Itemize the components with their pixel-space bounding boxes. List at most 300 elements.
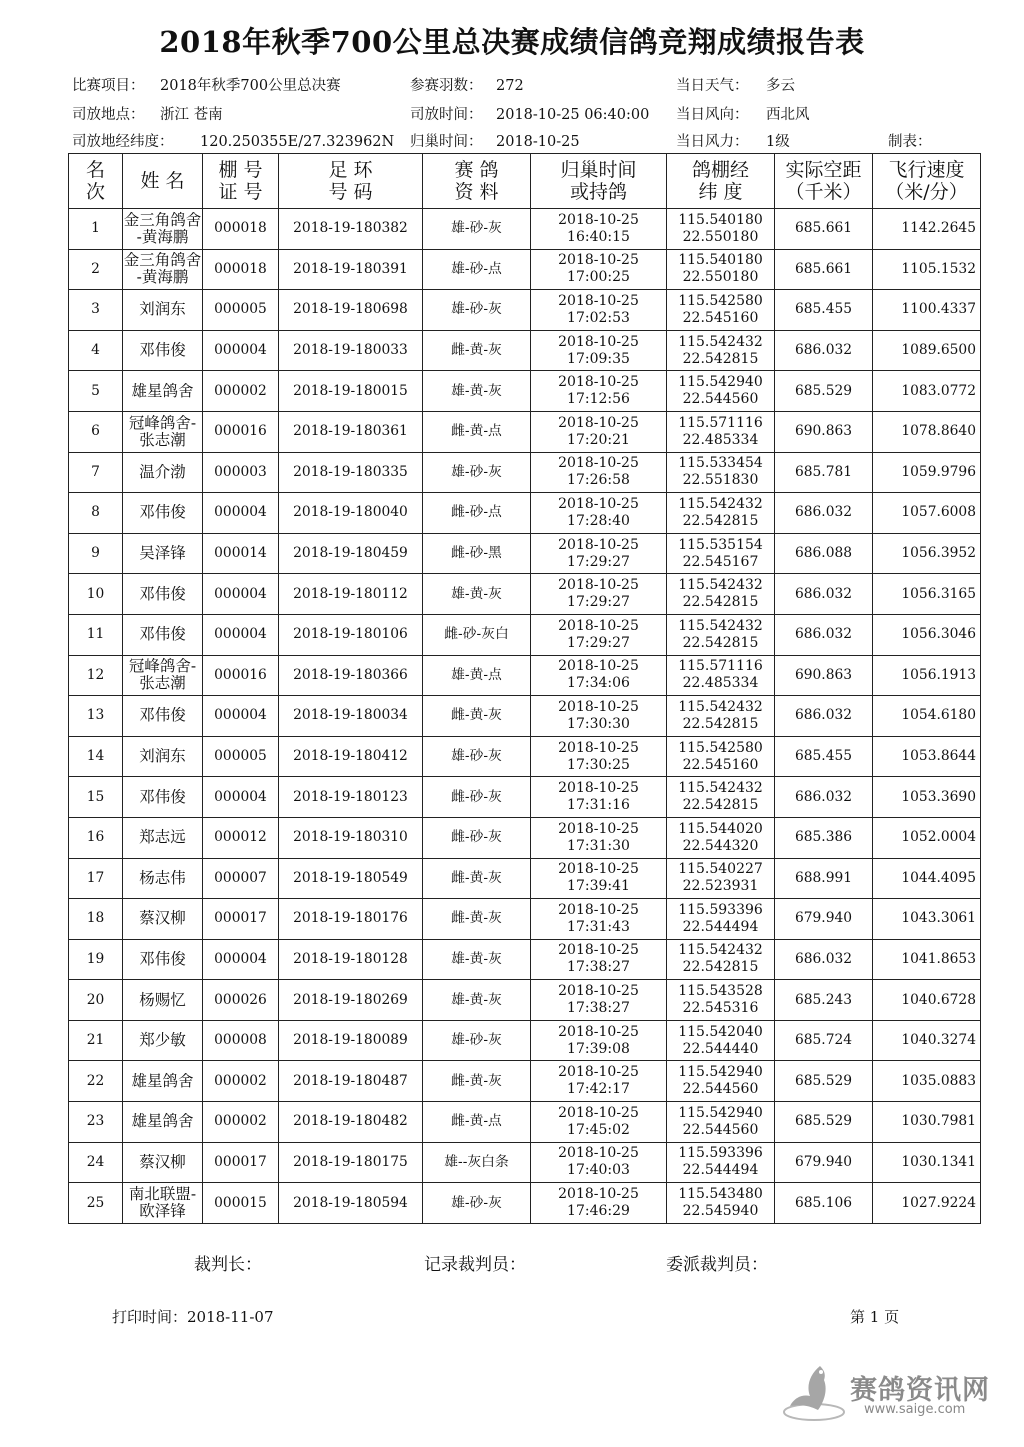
cell-coord: 115.542580 22.545160 — [667, 736, 775, 777]
cell-coord: 115.544020 22.544320 — [667, 817, 775, 858]
cell-coord: 115.542432 22.542815 — [667, 939, 775, 980]
header-time: 归巢时间 或持鸽 — [531, 154, 667, 209]
cell-coord: 115.571116 22.485334 — [667, 655, 775, 696]
cell-speed: 1027.9224 — [873, 1183, 981, 1224]
cell-info: 雌-黄-灰 — [423, 858, 531, 899]
chief-judge: 裁判长： — [194, 1255, 262, 1275]
cell-name: 金三角鸽舍 -黄海鹏 — [123, 249, 203, 290]
cell-loft: 000002 — [203, 371, 279, 412]
cell-time: 2018-10-25 17:31:43 — [531, 899, 667, 940]
cell-ring: 2018-19-180033 — [279, 330, 423, 371]
table-row — [69, 290, 981, 331]
cell-speed: 1043.3061 — [873, 899, 981, 940]
header-distance: 实际空距 （千米） — [775, 154, 873, 209]
cell-loft: 000017 — [203, 1142, 279, 1183]
cell-distance: 690.863 — [775, 655, 873, 696]
cell-info: 雄-砂-灰 — [423, 209, 531, 250]
cell-distance: 685.529 — [775, 1061, 873, 1102]
cell-loft: 000004 — [203, 939, 279, 980]
cell-loft: 000004 — [203, 493, 279, 534]
cell-loft: 000014 — [203, 533, 279, 574]
table-row — [69, 655, 981, 696]
cell-loft: 000017 — [203, 899, 279, 940]
cell-coord: 115.542040 22.544440 — [667, 1020, 775, 1061]
cell-info: 雄-砂-灰 — [423, 1183, 531, 1224]
cell-loft: 000018 — [203, 209, 279, 250]
table-row — [69, 533, 981, 574]
cell-rank: 11 — [69, 614, 123, 655]
cell-rank: 5 — [69, 371, 123, 412]
release-place-label: 司放地点： — [72, 107, 145, 123]
cell-name: 雄星鸽舍 — [123, 1102, 203, 1143]
cell-loft: 000004 — [203, 696, 279, 737]
table-row — [69, 209, 981, 250]
table-row — [69, 371, 981, 412]
release-coord — [72, 130, 394, 151]
table-row — [69, 614, 981, 655]
cell-name: 杨赐忆 — [123, 980, 203, 1021]
table-row — [69, 939, 981, 980]
header-name: 姓 名 — [123, 154, 203, 209]
cell-distance: 686.032 — [775, 574, 873, 615]
cell-info: 雄-黄-灰 — [423, 980, 531, 1021]
table-row — [69, 249, 981, 290]
wind-force-label: 当日风力： — [676, 134, 749, 150]
cell-name: 邓伟俊 — [123, 777, 203, 818]
table-row — [69, 1142, 981, 1183]
race-item — [72, 74, 341, 95]
entries — [410, 74, 524, 95]
cell-loft: 000005 — [203, 736, 279, 777]
cell-speed: 1056.3165 — [873, 574, 981, 615]
cell-name: 邓伟俊 — [123, 614, 203, 655]
cell-distance: 685.661 — [775, 249, 873, 290]
cell-rank: 9 — [69, 533, 123, 574]
cell-coord: 115.542432 22.542815 — [667, 574, 775, 615]
cell-rank: 17 — [69, 858, 123, 899]
cell-coord: 115.540180 22.550180 — [667, 249, 775, 290]
watermark-logo — [780, 1360, 1000, 1430]
cell-name: 吴泽锋 — [123, 533, 203, 574]
cell-info: 雄-砂-点 — [423, 249, 531, 290]
cell-coord: 115.535154 22.545167 — [667, 533, 775, 574]
table-row — [69, 1061, 981, 1102]
cell-speed: 1105.1532 — [873, 249, 981, 290]
cell-name: 邓伟俊 — [123, 939, 203, 980]
table-row — [69, 1102, 981, 1143]
entries-label: 参赛羽数： — [410, 78, 483, 94]
cell-ring: 2018-19-180335 — [279, 452, 423, 493]
cell-rank: 3 — [69, 290, 123, 331]
cell-name: 冠峰鸽舍- 张志潮 — [123, 655, 203, 696]
maker-label: 制表： — [888, 134, 932, 150]
cell-info: 雌-砂-灰白 — [423, 614, 531, 655]
watermark-text: 赛鸽资讯网 — [850, 1375, 990, 1406]
cell-name: 南北联盟- 欧泽锋 — [123, 1183, 203, 1224]
cell-time: 2018-10-25 17:38:27 — [531, 980, 667, 1021]
cell-time: 2018-10-25 17:02:53 — [531, 290, 667, 331]
cell-name: 蔡汉柳 — [123, 899, 203, 940]
cell-rank: 19 — [69, 939, 123, 980]
cell-name: 邓伟俊 — [123, 696, 203, 737]
release-time-value: 2018-10-25 06:40:00 — [496, 107, 650, 123]
release-place-value: 浙江 苍南 — [160, 107, 223, 123]
table-row — [69, 817, 981, 858]
cell-time: 2018-10-25 17:31:30 — [531, 817, 667, 858]
cell-rank: 12 — [69, 655, 123, 696]
cell-distance: 685.243 — [775, 980, 873, 1021]
table-row — [69, 574, 981, 615]
cell-info: 雄-黄-灰 — [423, 371, 531, 412]
cell-coord: 115.593396 22.544494 — [667, 1142, 775, 1183]
cell-distance: 685.106 — [775, 1183, 873, 1224]
cell-ring: 2018-19-180594 — [279, 1183, 423, 1224]
cell-distance: 685.781 — [775, 452, 873, 493]
cell-info: 雄--灰白条 — [423, 1142, 531, 1183]
cell-info: 雌-黄-点 — [423, 1102, 531, 1143]
cell-speed: 1056.1913 — [873, 655, 981, 696]
cell-speed: 1053.3690 — [873, 777, 981, 818]
wind-direction-label: 当日风向： — [676, 107, 749, 123]
cell-time: 2018-10-25 17:30:25 — [531, 736, 667, 777]
results-table — [68, 153, 981, 1224]
table-row — [69, 980, 981, 1021]
cell-speed: 1078.8640 — [873, 411, 981, 452]
table-row — [69, 1020, 981, 1061]
cell-distance: 686.032 — [775, 696, 873, 737]
return-time-value: 2018-10-25 — [496, 134, 580, 150]
cell-coord: 115.540227 22.523931 — [667, 858, 775, 899]
cell-distance: 686.088 — [775, 533, 873, 574]
cell-speed: 1035.0883 — [873, 1061, 981, 1102]
cell-info: 雄-砂-灰 — [423, 452, 531, 493]
cell-loft: 000016 — [203, 655, 279, 696]
results-body — [69, 209, 981, 1224]
cell-speed: 1089.6500 — [873, 330, 981, 371]
cell-rank: 13 — [69, 696, 123, 737]
cell-rank: 15 — [69, 777, 123, 818]
table-row — [69, 1183, 981, 1224]
cell-loft: 000008 — [203, 1020, 279, 1061]
cell-ring: 2018-19-180698 — [279, 290, 423, 331]
cell-name: 冠峰鸽舍- 张志潮 — [123, 411, 203, 452]
release-coord-value: 120.250355E/27.323962N — [200, 134, 395, 150]
cell-loft: 000007 — [203, 858, 279, 899]
cell-ring: 2018-19-180310 — [279, 817, 423, 858]
release-place — [72, 103, 223, 124]
release-coord-label: 司放地经纬度： — [72, 134, 174, 150]
cell-ring: 2018-19-180382 — [279, 209, 423, 250]
header-row — [69, 154, 981, 209]
table-row — [69, 493, 981, 534]
cell-speed: 1059.9796 — [873, 452, 981, 493]
cell-speed: 1053.8644 — [873, 736, 981, 777]
cell-coord: 115.533454 22.551830 — [667, 452, 775, 493]
cell-ring: 2018-19-180123 — [279, 777, 423, 818]
header-rank: 名 次 — [69, 154, 123, 209]
cell-time: 2018-10-25 17:26:58 — [531, 452, 667, 493]
cell-ring: 2018-19-180366 — [279, 655, 423, 696]
cell-ring: 2018-19-180269 — [279, 980, 423, 1021]
cell-loft: 000012 — [203, 817, 279, 858]
cell-info: 雌-砂-灰 — [423, 777, 531, 818]
cell-speed: 1052.0004 — [873, 817, 981, 858]
cell-distance: 685.529 — [775, 371, 873, 412]
cell-ring: 2018-19-180106 — [279, 614, 423, 655]
table-row — [69, 696, 981, 737]
cell-loft: 000004 — [203, 777, 279, 818]
race-item-label: 比赛项目： — [72, 78, 145, 94]
cell-ring: 2018-19-180176 — [279, 899, 423, 940]
weather-label: 当日天气： — [676, 78, 749, 94]
cell-coord: 115.542432 22.542815 — [667, 777, 775, 818]
cell-ring: 2018-19-180459 — [279, 533, 423, 574]
cell-info: 雌-黄-点 — [423, 411, 531, 452]
cell-time: 2018-10-25 17:38:27 — [531, 939, 667, 980]
cell-info: 雄-黄-灰 — [423, 574, 531, 615]
cell-coord: 115.543480 22.545940 — [667, 1183, 775, 1224]
watermark-url: www.saige.com — [864, 1402, 966, 1417]
cell-speed: 1044.4095 — [873, 858, 981, 899]
cell-name: 刘润东 — [123, 290, 203, 331]
cell-info: 雄-砂-灰 — [423, 1020, 531, 1061]
cell-speed: 1030.7981 — [873, 1102, 981, 1143]
table-row — [69, 330, 981, 371]
cell-rank: 4 — [69, 330, 123, 371]
wind-direction — [676, 103, 810, 124]
cell-time: 2018-10-25 17:45:02 — [531, 1102, 667, 1143]
cell-coord: 115.542432 22.542815 — [667, 696, 775, 737]
header-coord: 鸽棚经 纬 度 — [667, 154, 775, 209]
cell-ring: 2018-19-180040 — [279, 493, 423, 534]
table-row — [69, 736, 981, 777]
table-row — [69, 899, 981, 940]
cell-rank: 6 — [69, 411, 123, 452]
weather — [676, 74, 795, 95]
cell-distance: 685.724 — [775, 1020, 873, 1061]
pigeon-icon — [780, 1360, 850, 1430]
cell-name: 温介渤 — [123, 452, 203, 493]
cell-rank: 21 — [69, 1020, 123, 1061]
cell-name: 郑少敏 — [123, 1020, 203, 1061]
cell-time: 2018-10-25 17:29:27 — [531, 533, 667, 574]
cell-loft: 000018 — [203, 249, 279, 290]
cell-ring: 2018-19-180128 — [279, 939, 423, 980]
cell-loft: 000015 — [203, 1183, 279, 1224]
cell-time: 2018-10-25 17:39:08 — [531, 1020, 667, 1061]
wind-force — [676, 130, 790, 151]
cell-rank: 8 — [69, 493, 123, 534]
cell-ring: 2018-19-180412 — [279, 736, 423, 777]
cell-name: 刘润东 — [123, 736, 203, 777]
cell-rank: 16 — [69, 817, 123, 858]
wind-direction-value: 西北风 — [766, 107, 810, 123]
table-row — [69, 411, 981, 452]
race-item-value: 2018年秋季700公里总决赛 — [160, 78, 341, 94]
cell-time: 2018-10-25 17:34:06 — [531, 655, 667, 696]
cell-coord: 115.571116 22.485334 — [667, 411, 775, 452]
cell-rank: 7 — [69, 452, 123, 493]
cell-coord: 115.542940 22.544560 — [667, 371, 775, 412]
cell-name: 金三角鸽舍 -黄海鹏 — [123, 209, 203, 250]
cell-coord: 115.542940 22.544560 — [667, 1061, 775, 1102]
cell-name: 蔡汉柳 — [123, 1142, 203, 1183]
cell-loft: 000016 — [203, 411, 279, 452]
cell-speed: 1100.4337 — [873, 290, 981, 331]
cell-coord: 115.593396 22.544494 — [667, 899, 775, 940]
maker — [888, 130, 932, 151]
cell-ring: 2018-19-180112 — [279, 574, 423, 615]
cell-info: 雌-砂-灰 — [423, 817, 531, 858]
cell-loft: 000002 — [203, 1061, 279, 1102]
cell-info: 雄-砂-灰 — [423, 290, 531, 331]
cell-ring: 2018-19-180361 — [279, 411, 423, 452]
cell-name: 雄星鸽舍 — [123, 1061, 203, 1102]
cell-distance: 685.529 — [775, 1102, 873, 1143]
cell-distance: 685.455 — [775, 736, 873, 777]
cell-name: 邓伟俊 — [123, 493, 203, 534]
cell-ring: 2018-19-180487 — [279, 1061, 423, 1102]
report-title: 2018年秋季700公里总决赛成绩信鸽竞翔成绩报告表 — [159, 25, 865, 59]
release-time — [410, 103, 649, 124]
cell-ring: 2018-19-180015 — [279, 371, 423, 412]
cell-rank: 24 — [69, 1142, 123, 1183]
cell-time: 2018-10-25 17:42:17 — [531, 1061, 667, 1102]
cell-coord: 115.540180 22.550180 — [667, 209, 775, 250]
cell-time: 2018-10-25 16:40:15 — [531, 209, 667, 250]
return-time-label: 归巢时间： — [410, 134, 483, 150]
cell-loft: 000004 — [203, 614, 279, 655]
wind-force-value: 1级 — [766, 134, 790, 150]
header-info: 赛 鸽 资 料 — [423, 154, 531, 209]
cell-ring: 2018-19-180482 — [279, 1102, 423, 1143]
cell-info: 雌-黄-灰 — [423, 696, 531, 737]
cell-name: 邓伟俊 — [123, 574, 203, 615]
cell-rank: 25 — [69, 1183, 123, 1224]
cell-info: 雌-砂-点 — [423, 493, 531, 534]
page-number: 第 1 页 — [850, 1308, 900, 1326]
cell-speed: 1057.6008 — [873, 493, 981, 534]
cell-distance: 688.991 — [775, 858, 873, 899]
cell-speed: 1142.2645 — [873, 209, 981, 250]
cell-loft: 000026 — [203, 980, 279, 1021]
cell-time: 2018-10-25 17:31:16 — [531, 777, 667, 818]
cell-time: 2018-10-25 17:09:35 — [531, 330, 667, 371]
cell-distance: 686.032 — [775, 493, 873, 534]
cell-info: 雌-黄-灰 — [423, 899, 531, 940]
cell-loft: 000004 — [203, 330, 279, 371]
cell-distance: 679.940 — [775, 899, 873, 940]
cell-ring: 2018-19-180549 — [279, 858, 423, 899]
cell-coord: 115.542940 22.544560 — [667, 1102, 775, 1143]
cell-loft: 000004 — [203, 574, 279, 615]
cell-name: 郑志远 — [123, 817, 203, 858]
cell-time: 2018-10-25 17:30:30 — [531, 696, 667, 737]
cell-coord: 115.542432 22.542815 — [667, 493, 775, 534]
cell-rank: 18 — [69, 899, 123, 940]
cell-info: 雌-砂-黑 — [423, 533, 531, 574]
table-row — [69, 452, 981, 493]
delegate-judge: 委派裁判员： — [666, 1255, 768, 1275]
cell-ring: 2018-19-180175 — [279, 1142, 423, 1183]
cell-speed: 1056.3952 — [873, 533, 981, 574]
cell-time: 2018-10-25 17:12:56 — [531, 371, 667, 412]
cell-time: 2018-10-25 17:20:21 — [531, 411, 667, 452]
cell-time: 2018-10-25 17:28:40 — [531, 493, 667, 534]
cell-info: 雄-黄-点 — [423, 655, 531, 696]
cell-distance: 679.940 — [775, 1142, 873, 1183]
cell-loft: 000003 — [203, 452, 279, 493]
cell-time: 2018-10-25 17:00:25 — [531, 249, 667, 290]
cell-loft: 000002 — [203, 1102, 279, 1143]
cell-coord: 115.542432 22.542815 — [667, 614, 775, 655]
cell-ring: 2018-19-180034 — [279, 696, 423, 737]
cell-name: 杨志伟 — [123, 858, 203, 899]
entries-value: 272 — [496, 78, 524, 94]
cell-coord: 115.542432 22.542815 — [667, 330, 775, 371]
cell-rank: 10 — [69, 574, 123, 615]
return-time — [410, 130, 580, 151]
cell-loft: 000005 — [203, 290, 279, 331]
cell-rank: 22 — [69, 1061, 123, 1102]
cell-ring: 2018-19-180089 — [279, 1020, 423, 1061]
cell-distance: 686.032 — [775, 777, 873, 818]
cell-distance: 685.386 — [775, 817, 873, 858]
cell-distance: 686.032 — [775, 614, 873, 655]
cell-info: 雄-砂-灰 — [423, 736, 531, 777]
cell-rank: 2 — [69, 249, 123, 290]
cell-ring: 2018-19-180391 — [279, 249, 423, 290]
cell-speed: 1056.3046 — [873, 614, 981, 655]
cell-rank: 20 — [69, 980, 123, 1021]
cell-speed: 1083.0772 — [873, 371, 981, 412]
cell-name: 雄星鸽舍 — [123, 371, 203, 412]
table-row — [69, 858, 981, 899]
cell-speed: 1040.3274 — [873, 1020, 981, 1061]
cell-distance: 686.032 — [775, 939, 873, 980]
cell-time: 2018-10-25 17:39:41 — [531, 858, 667, 899]
header-ring: 足 环 号 码 — [279, 154, 423, 209]
cell-distance: 686.032 — [775, 330, 873, 371]
table-row — [69, 777, 981, 818]
print-time: 打印时间：2018-11-07 — [112, 1308, 274, 1326]
cell-coord: 115.543528 22.545316 — [667, 980, 775, 1021]
cell-time: 2018-10-25 17:29:27 — [531, 614, 667, 655]
cell-time: 2018-10-25 17:29:27 — [531, 574, 667, 615]
cell-info: 雄-黄-灰 — [423, 939, 531, 980]
cell-speed: 1030.1341 — [873, 1142, 981, 1183]
recorder-judge: 记录裁判员： — [424, 1255, 526, 1275]
cell-speed: 1054.6180 — [873, 696, 981, 737]
cell-rank: 1 — [69, 209, 123, 250]
cell-name: 邓伟俊 — [123, 330, 203, 371]
cell-rank: 23 — [69, 1102, 123, 1143]
cell-coord: 115.542580 22.545160 — [667, 290, 775, 331]
cell-time: 2018-10-25 17:40:03 — [531, 1142, 667, 1183]
header-speed: 飞行速度 （米/分） — [873, 154, 981, 209]
cell-speed: 1040.6728 — [873, 980, 981, 1021]
release-time-label: 司放时间： — [410, 107, 483, 123]
cell-info: 雌-黄-灰 — [423, 1061, 531, 1102]
cell-rank: 14 — [69, 736, 123, 777]
cell-distance: 685.661 — [775, 209, 873, 250]
cell-distance: 685.455 — [775, 290, 873, 331]
header-loft: 棚 号 证 号 — [203, 154, 279, 209]
cell-distance: 690.863 — [775, 411, 873, 452]
cell-info: 雌-黄-灰 — [423, 330, 531, 371]
cell-speed: 1041.8653 — [873, 939, 981, 980]
cell-time: 2018-10-25 17:46:29 — [531, 1183, 667, 1224]
